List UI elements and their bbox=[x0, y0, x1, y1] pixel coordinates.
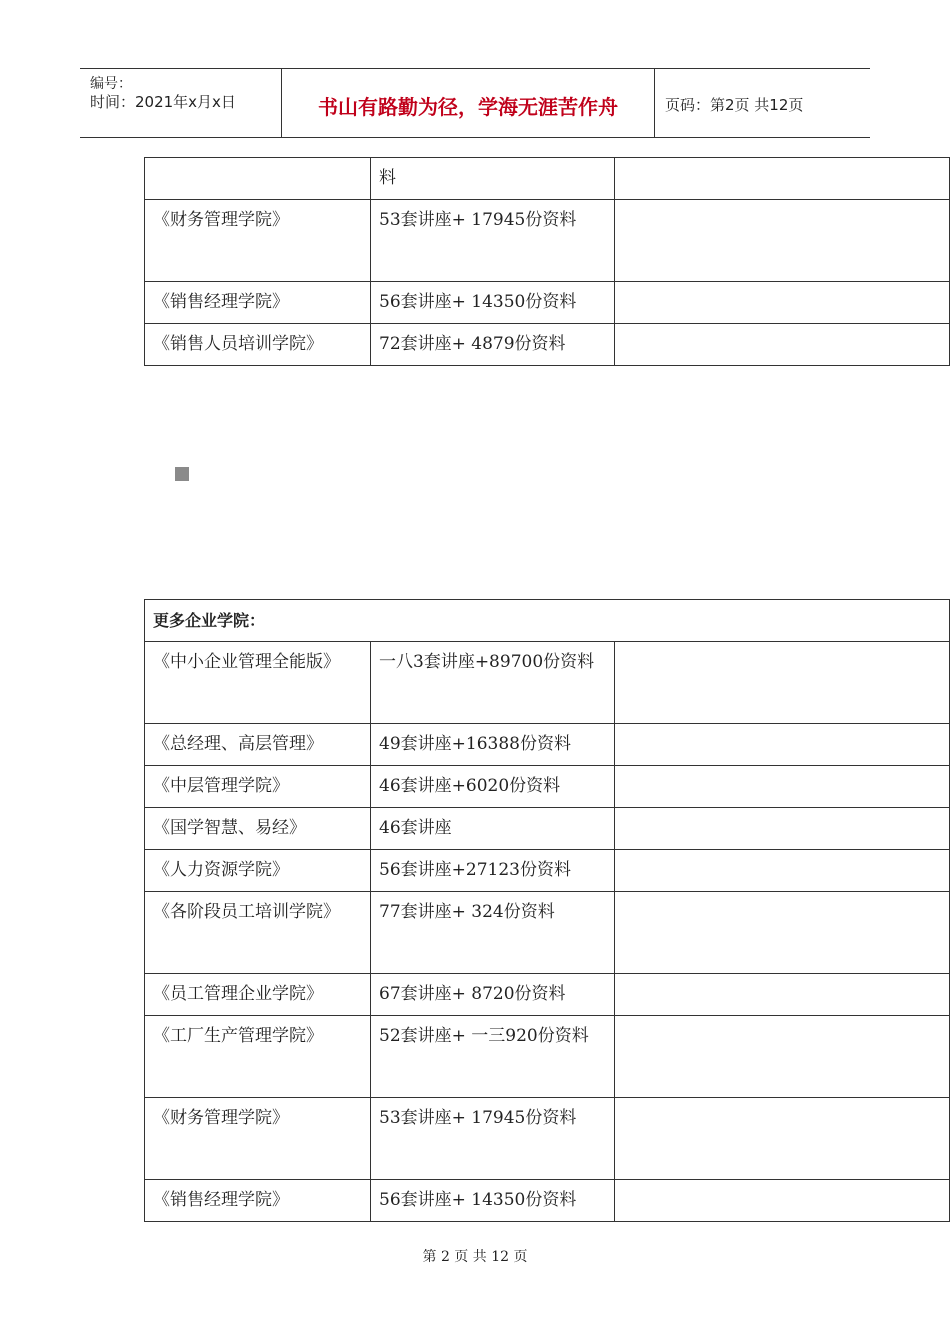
course-name: 《销售经理学院》 bbox=[145, 282, 371, 324]
course-extra bbox=[615, 200, 950, 282]
table-row bbox=[145, 1098, 950, 1180]
course-name: 《国学智慧、易经》 bbox=[145, 808, 371, 850]
course-desc: 46套讲座 bbox=[371, 808, 615, 850]
table-row bbox=[145, 642, 950, 724]
course-extra bbox=[615, 850, 950, 892]
table-row bbox=[145, 158, 950, 200]
course-desc: 53套讲座+ 17945份资料 bbox=[371, 1098, 615, 1180]
table-row bbox=[145, 892, 950, 974]
course-table-continued bbox=[144, 157, 950, 366]
course-extra bbox=[615, 282, 950, 324]
course-desc: 52套讲座+ 一三920份资料 bbox=[371, 1016, 615, 1098]
course-extra bbox=[615, 974, 950, 1016]
course-name: 《工厂生产管理学院》 bbox=[145, 1016, 371, 1098]
course-name: 《中小企业管理全能版》 bbox=[145, 642, 371, 724]
course-desc: 72套讲座+ 4879份资料 bbox=[371, 324, 615, 366]
course-extra bbox=[615, 892, 950, 974]
course-desc: 56套讲座+ 14350份资料 bbox=[371, 1180, 615, 1222]
course-desc: 56套讲座+ 14350份资料 bbox=[371, 282, 615, 324]
table-row bbox=[145, 974, 950, 1016]
page-header bbox=[80, 68, 870, 138]
course-name: 《销售经理学院》 bbox=[145, 1180, 371, 1222]
table-row bbox=[145, 808, 950, 850]
table-row bbox=[145, 1180, 950, 1222]
header-page-cell bbox=[655, 69, 870, 137]
course-name bbox=[145, 158, 371, 200]
course-desc: 53套讲座+ 17945份资料 bbox=[371, 200, 615, 282]
table-title-row bbox=[145, 600, 950, 642]
course-desc: 一八3套讲座+89700份资料 bbox=[371, 642, 615, 724]
page-label: 页码：第2页 共12页 bbox=[665, 96, 804, 114]
course-desc: 49套讲座+16388份资料 bbox=[371, 724, 615, 766]
course-desc: 料 bbox=[371, 158, 615, 200]
course-desc: 56套讲座+27123份资料 bbox=[371, 850, 615, 892]
square-bullet-icon bbox=[175, 467, 189, 481]
course-extra bbox=[615, 766, 950, 808]
code-label: 编号： bbox=[90, 76, 132, 92]
table-row bbox=[145, 850, 950, 892]
header-meta-cell bbox=[80, 69, 282, 137]
table-title: 更多企业学院： bbox=[145, 600, 950, 642]
course-name: 《财务管理学院》 bbox=[145, 200, 371, 282]
course-extra bbox=[615, 158, 950, 200]
motto: 书山有路勤为径，学海无涯苦作舟 bbox=[318, 95, 618, 119]
more-academies-table bbox=[144, 599, 950, 1222]
course-desc: 67套讲座+ 8720份资料 bbox=[371, 974, 615, 1016]
course-extra bbox=[615, 808, 950, 850]
header-motto-cell bbox=[282, 69, 655, 137]
course-extra bbox=[615, 1016, 950, 1098]
course-extra bbox=[615, 724, 950, 766]
table-row bbox=[145, 282, 950, 324]
table-row bbox=[145, 200, 950, 282]
course-name: 《中层管理学院》 bbox=[145, 766, 371, 808]
course-desc: 77套讲座+ 324份资料 bbox=[371, 892, 615, 974]
table-row bbox=[145, 766, 950, 808]
table-row bbox=[145, 724, 950, 766]
course-extra bbox=[615, 1098, 950, 1180]
table-row bbox=[145, 1016, 950, 1098]
course-name: 《财务管理学院》 bbox=[145, 1098, 371, 1180]
table-row bbox=[145, 324, 950, 366]
course-extra bbox=[615, 642, 950, 724]
course-name: 《各阶段员工培训学院》 bbox=[145, 892, 371, 974]
page-footer: 第 2 页 共 12 页 bbox=[422, 1249, 528, 1265]
course-name: 《总经理、高层管理》 bbox=[145, 724, 371, 766]
course-extra bbox=[615, 1180, 950, 1222]
course-desc: 46套讲座+6020份资料 bbox=[371, 766, 615, 808]
course-name: 《人力资源学院》 bbox=[145, 850, 371, 892]
time-label: 时间：2021年x月x日 bbox=[90, 93, 236, 111]
course-extra bbox=[615, 324, 950, 366]
course-name: 《销售人员培训学院》 bbox=[145, 324, 371, 366]
course-name: 《员工管理企业学院》 bbox=[145, 974, 371, 1016]
